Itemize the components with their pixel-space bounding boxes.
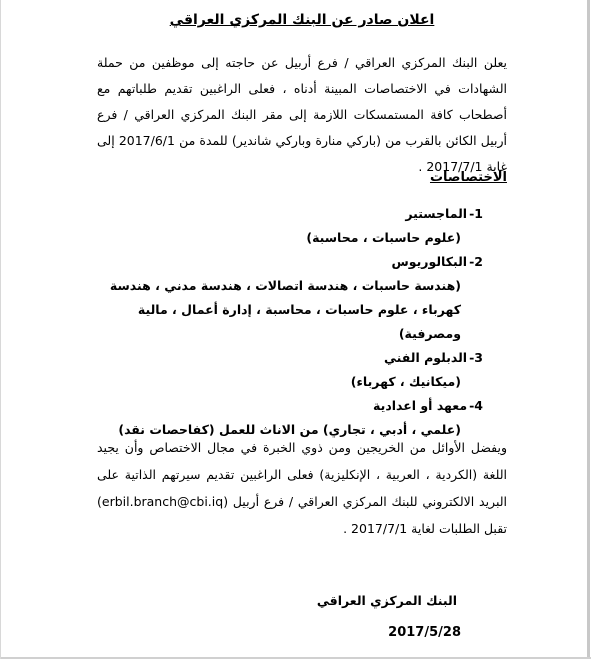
spec-detail: (ميكانيك ، كهرباء) [350,374,461,389]
closing-paragraph: ويفضل الأوائل من الخريجين ومن ذوي الخبرة في مجال الاختصاص وأن يجيد اللغة (الكردية ، العربية ، الإنكليزية) فعلى الراغبين تقديم سيرتهم الذاتية على البريد الالكتروني للبنك المركزي العراقي / فرع أربيل (erbil.branch@cbi.iq) تقبل الطلبات لغاية 2017/7/1 . [97,440,507,536]
spec-title-row [103,394,483,418]
spec-title: الدبلوم الفني [384,350,468,365]
spec-title: الماجستير [405,206,468,221]
spec-title-row [103,202,483,226]
spec-title-row [103,250,483,274]
spec-title: معهد أو اعدادية [373,398,468,413]
spec-detail: (علمي ، أدبي ، تجاري) من الاناث للعمل (كفاحصات نقد) [118,422,461,437]
spec-number: 4- [469,398,483,413]
spec-title-row [103,346,483,370]
spec-detail: (هندسة حاسبات ، هندسة اتصالات ، هندسة مدني ، هندسة كهرباء ، علوم حاسبات ، محاسبة ، إدارة أعمال ، مالية ومصرفية) [109,278,461,341]
list-item [103,346,483,394]
list-item [103,202,483,250]
list-item [103,250,483,346]
document-page [97,0,507,659]
intro-paragraph: يعلن البنك المركزي العراقي / فرع أربيل عن حاجته إلى موظفين من حملة الشهادات في الاختصاصات المبينة أدناه ، فعلى الراغبين تقديم طلباتهم مع أصطحاب كافة المستمسكات اللازمة إلى مقر البنك المركزي العراقي / فرع أربيل الكائن بالقرب من (باركي منارة وباركي شاندير) للمدة من 2017/6/1 إلى غاية 2017/7/1 . [97,55,507,174]
spec-title: البكالوريوس [391,254,468,269]
spec-number: 1- [469,206,483,221]
signature: البنك المركزي العراقي [316,593,457,608]
specializations-list [103,202,483,442]
specializations-heading: الاختصاصات [429,170,507,185]
spec-number: 2- [469,254,483,269]
document-date: 2017/5/28 [388,625,461,640]
announcement-title: اعلان صادر عن البنك المركزي العراقي [169,12,435,28]
spec-detail: (علوم حاسبات ، محاسبة) [306,230,461,245]
spec-number: 3- [469,350,483,365]
